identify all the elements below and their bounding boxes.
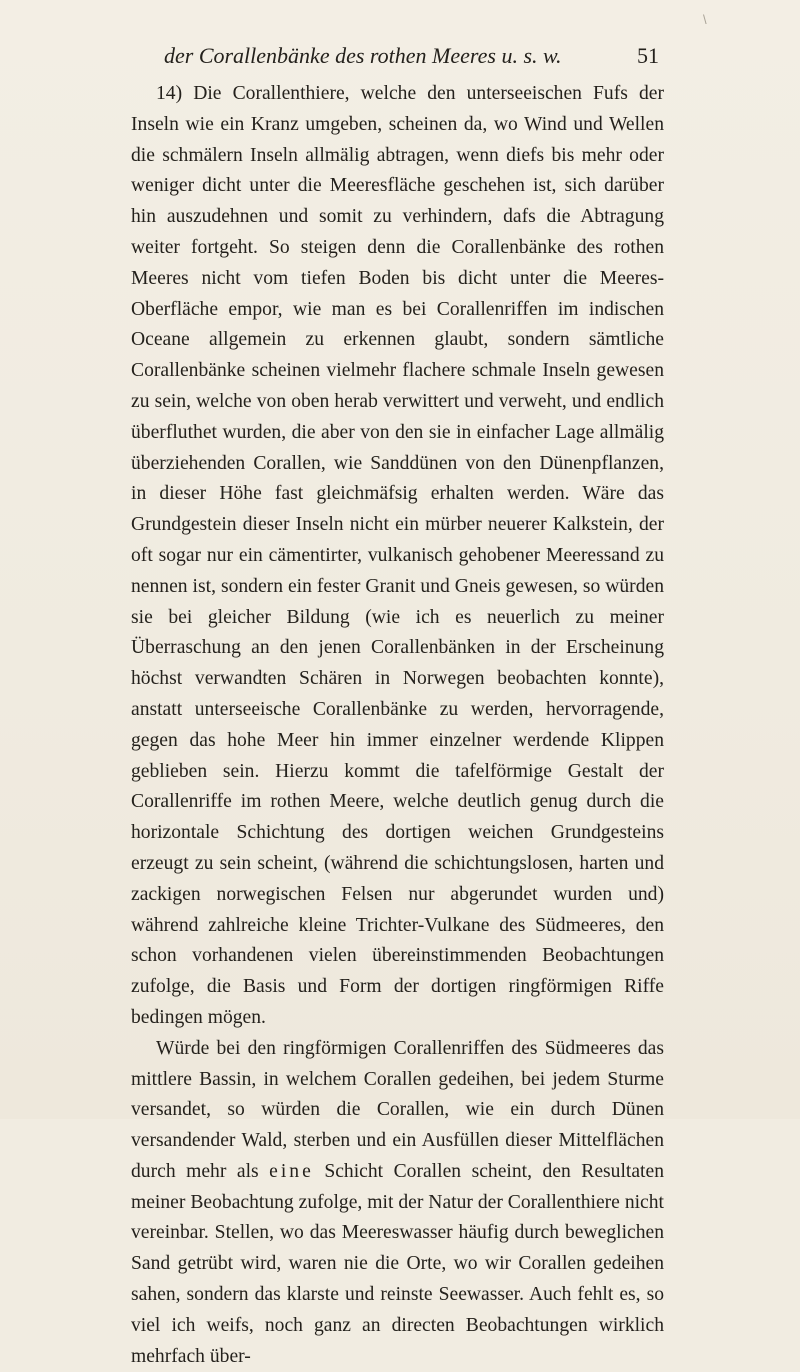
page-header xyxy=(164,40,659,72)
running-head: der Corallenbänke des rothen Meeres u. s. w. xyxy=(164,43,562,68)
paragraph-text-end: Schicht Corallen scheint, den Resultaten meiner Beobachtung zufolge, mit der Natur der Corallenthiere nicht vereinbar. Stellen, wo das Meereswasser häufig durch beweglichen Sand getrübt wird, waren nie die Orte, wo wir Corallen gedeihen sahen, sondern das klarste und reinste Seewasser. Auch fehlt es, so viel ich weifs, noch ganz an directen Beobachtungen wirklich mehrfach über- xyxy=(131,1160,664,1367)
paragraph-14: 14) Die Corallenthiere, welche den unterseeischen Fufs der Inseln wie ein Kranz umgeben, scheinen da, wo Wind und Wellen die schmälern Inseln allmälig abtragen, wenn diefs bis mehr oder weniger dicht unter die Meeresfläche geschehen ist, sich darüber hin auszudehnen und somit zu verhindern, dafs die Abtragung weiter fortgeht. So steigen denn die Corallenbänke des rothen Meeres nicht vom tiefen Boden bis dicht unter die Meeres-Oberfläche empor, wie man es bei Corallenriffen im indischen Oceane allgemein zu erkennen glaubt, sondern sämtliche Corallenbänke scheinen vielmehr flachere schmale Inseln gewesen zu sein, welche von oben herab verwittert und verweht, und endlich überfluthet wurden, die aber von den sie in einfacher Lage allmälig überziehenden Corallen, wie Sanddünen von den Dünenpflanzen, in dieser Höhe fast gleichmäfsig erhalten werden. Wäre das Grundgestein dieser Inseln nicht ein mürber neuerer Kalkstein, der oft sogar nur ein cämentirter, vulkanisch gehobener Meeressand zu nennen ist, sondern ein fester Granit und Gneis gewesen, so würden sie bei gleicher Bildung (wie ich es neuerlich zu meiner Überraschung an den jenen Corallenbänken in der Erscheinung höchst verwandten Schären in Norwegen beobachten konnte), anstatt unterseeische Corallenbänke zu werden, hervorragende, gegen das hohe Meer hin immer einzelner werdende Klippen geblieben sein. Hierzu kommt die tafelförmige Gestalt der Corallenriffe im rothen Meere, welche deutlich genug durch die horizontale Schichtung des dortigen weichen Grundgesteins erzeugt zu sein scheint, (während die schichtungslosen, harten und zackigen norwegischen Felsen nur abgerundet wurden und) während zahlreiche kleine Trichter-Vulkane des Südmeeres, den schon vorhandenen vielen übereinstimmenden Beobachtungen zufolge, die Basis und Form der dortigen ringförmigen Riffe bedingen mögen. xyxy=(131,83,664,1028)
paragraph-text-start: Würde bei den ringförmigen Corallenriffen des Südmeeres das mittlere Bassin, in welchem Corallen gedeihen, bei jedem Sturme versandet, so würden die Corallen, wie ein durch Dünen versandender Wald, sterben und ein Ausfüllen dieser Mittelflächen durch mehr als xyxy=(131,1037,664,1182)
page-number: 51 xyxy=(637,43,659,68)
corner-mark: \ xyxy=(703,12,707,27)
body-text xyxy=(131,79,664,1372)
paragraph-continuation xyxy=(131,1034,664,1372)
emphasized-word: eine xyxy=(269,1160,314,1182)
